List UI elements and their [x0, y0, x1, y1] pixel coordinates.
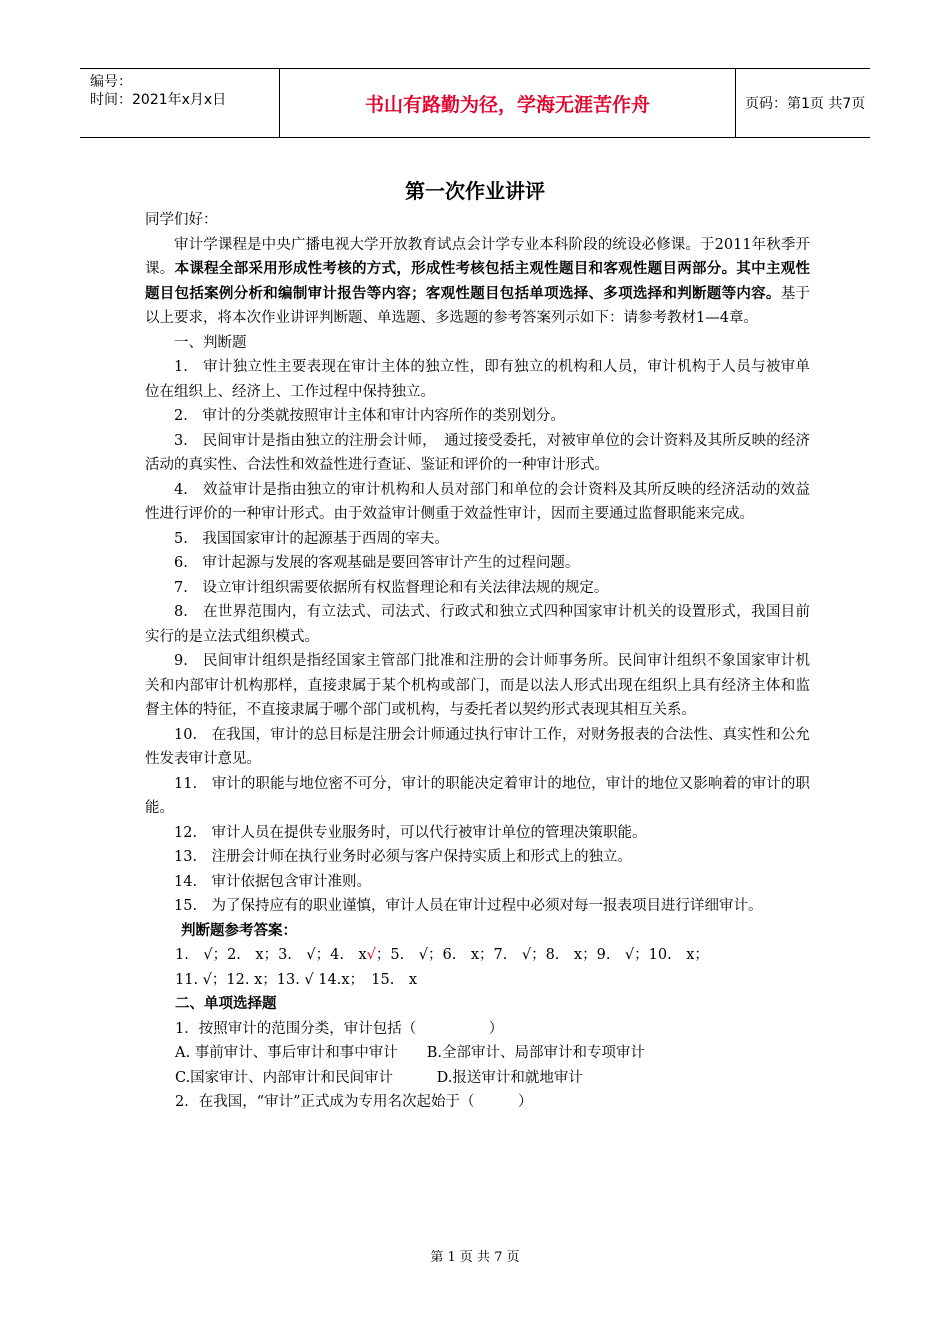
answers-title: 判断题参考答案： — [181, 921, 297, 939]
section2-title: 二、单项选择题 — [175, 995, 277, 1012]
judgment-item: 6. 审计起源与发展的客观基础是要回答审计产生的过程问题。 — [174, 555, 580, 571]
judgment-item: 7. 设立审计组织需要依据所有权监督理论和有关法律法规的规定。 — [174, 579, 609, 596]
answers-line-2: 11. √；12. x；13. √ 14.x； 15. x — [175, 971, 417, 988]
intro-part2: 本课程全部采用形成性考核的方式，形成性考核包括主观性题目和客观性题目两部分。其中主观性题目包括案例分析和编制审计报告等内容；客观性题目包括单项选择、多项选择和判断题等内容。 — [145, 260, 811, 302]
judgment-item: 9. 民间审计组织是指经国家主管部门批准和注册的会计师事务所。民间审计组织不象国家审计机关和内部审计机构那样，直接隶属于某个机构或部门，而是以法人形式出现在组织上具有经济主体和监督主体的特征，不直接隶属于哪个部门或机构，与委托者以契约形式表现其相互关系。 — [145, 653, 810, 718]
question-2-stem: 2．在我国，“审计”正式成为专用名次起始于（ ） — [175, 1094, 533, 1110]
judgment-item: 12. 审计人员在提供专业服务时，可以代行被审计单位的管理决策职能。 — [174, 824, 647, 841]
judgment-item: 3. 民间审计是指由独立的注册会计师， 通过接受委托，对被审单位的会计资料及其所反映的经济活动的真实性、合法性和效益性进行查证、鉴证和评价的一种审计形式。 — [145, 432, 810, 473]
number-label: 编号： — [90, 74, 132, 90]
question-1-options-2: C.国家审计、内部审计和民间审计 D.报送审计和就地审计 — [175, 1069, 583, 1086]
judgment-item: 14. 审计依据包含审计准则。 — [174, 873, 372, 890]
judgment-item: 4. 效益审计是指由独立的审计机构和人员对部门和单位的会计资料及其所反映的经济活动的效益性进行评价的一种审计形式。由于效益审计侧重于效益性审计，因而主要通过监督职能来完成。 — [145, 481, 810, 522]
page-footer: 第 1 页 共 7 页 — [430, 1250, 520, 1265]
judgment-item: 5. 我国国家审计的起源基于西周的宰夫。 — [174, 530, 449, 547]
document-body — [145, 208, 810, 1115]
question-1-stem: 1．按照审计的范围分类，审计包括（ ） — [175, 1020, 504, 1037]
document-title: 第一次作业讲评 — [405, 179, 545, 203]
judgment-item: 1. 审计独立性主要表现在审计主体的独立性，即有独立的机构和人员，审计机构于人员与被审单位在组织上、经济上、工作过程中保持独立。 — [145, 359, 810, 400]
judgment-item: 2. 审计的分类就按照审计主体和审计内容所作的类别划分。 — [174, 408, 565, 424]
intro-part3: 基于以上要求，将本次作业讲评判断题、单选题、多选题的参考答案列示如下：请参考教材1—4章。 — [145, 285, 811, 326]
answers-line-1 — [145, 943, 810, 968]
judgment-item: 11. 审计的职能与地位密不可分，审计的职能决定着审计的地位，审计的地位又影响着的审计的职能。 — [145, 775, 810, 816]
header-motto: 书山有路勤为径，学海无涯苦作舟 — [280, 69, 736, 137]
header-page-info: 页码：第1页 共7页 — [745, 96, 866, 112]
intro-part1: 审计学课程是中央广播电视大学开放教育试点会计学专业本科阶段的统设必修课。于2011年秋季开课。 — [145, 236, 810, 277]
greeting: 同学们好： — [145, 212, 218, 228]
answers-line1-b: ；5. √；6. x；7. √；8. x；9. √；10. x； — [375, 947, 709, 963]
judgment-item: 15. 为了保持应有的职业谨慎，审计人员在审计过程中必须对每一报表项目进行详细审计。 — [174, 898, 763, 914]
answer-check-mark: √ — [366, 947, 376, 963]
time-label: 时间：2021年x月x日 — [90, 92, 227, 108]
header-meta — [80, 69, 280, 137]
judgment-item: 8. 在世界范围内，有立法式、司法式、行政式和独立式四种国家审计机关的设置形式，我国目前实行的是立法式组织模式。 — [145, 604, 810, 645]
page-header — [80, 68, 870, 138]
section1-title: 一、判断题 — [174, 334, 247, 351]
judgment-item: 10. 在我国，审计的总目标是注册会计师通过执行审计工作，对财务报表的合法性、真实性和公允性发表审计意见。 — [145, 726, 810, 767]
answers-line1-a: 1. √；2. x；3. √；4. x — [175, 947, 367, 963]
intro-paragraph — [145, 233, 810, 331]
judgment-item: 13. 注册会计师在执行业务时必须与客户保持实质上和形式上的独立。 — [174, 849, 633, 865]
question-1-options-1: A. 事前审计、事后审计和事中审计 B.全部审计、局部审计和专项审计 — [175, 1045, 645, 1061]
